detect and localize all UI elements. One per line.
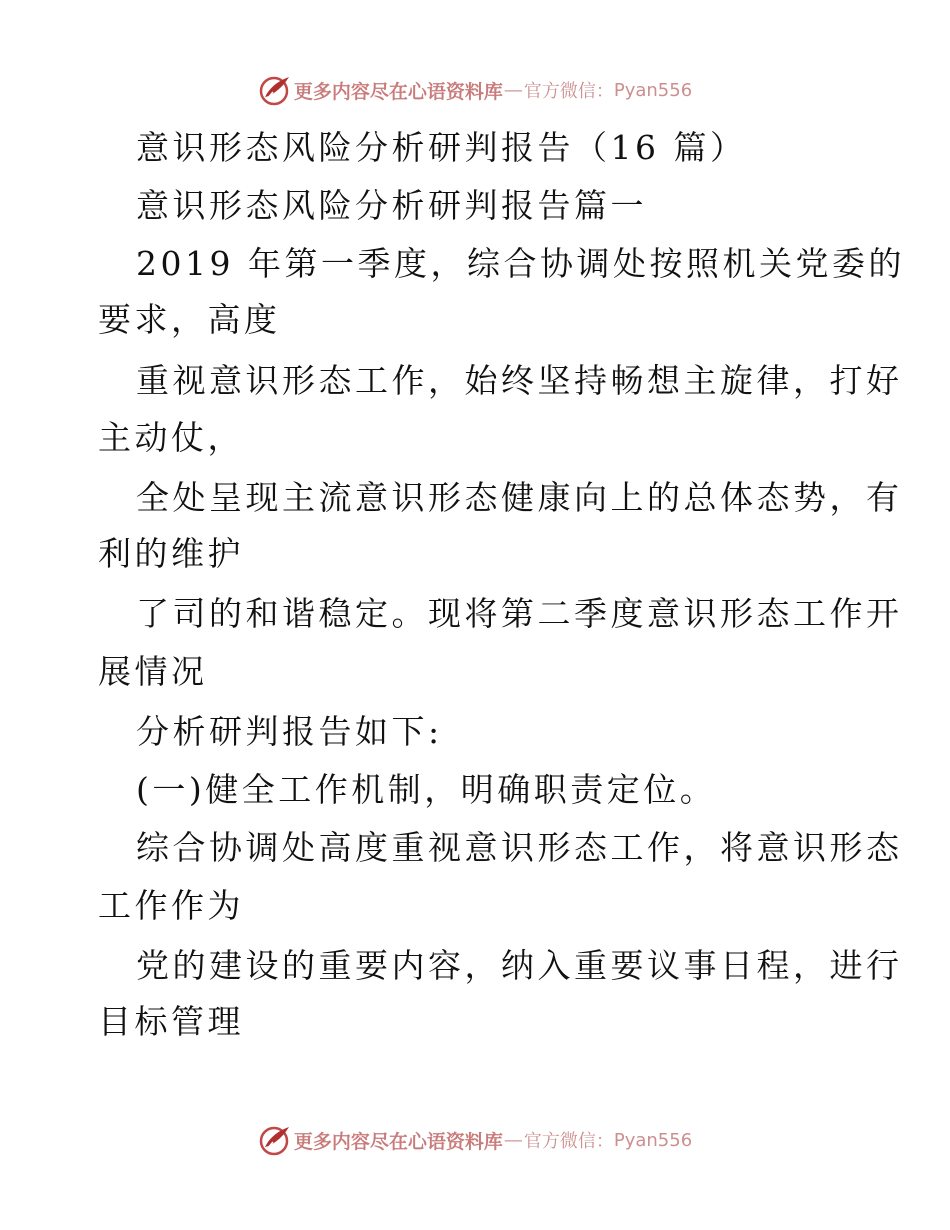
paragraph-line: 了司的和谐稳定。现将第二季度意识形态工作开 — [136, 594, 903, 633]
paragraph-line: 利的维护 — [98, 534, 244, 573]
watermark-site-text: 更多内容尽在心语资料库 — [293, 1130, 503, 1153]
watermark-site-text: 更多内容尽在心语资料库 — [293, 80, 503, 103]
subsection-heading: (一)健全工作机制，明确职责定位。 — [136, 770, 717, 809]
paragraph-line: 展情况 — [98, 652, 208, 691]
paragraph-line: 综合协调处高度重视意识形态工作，将意识形态 — [136, 828, 903, 867]
document-title: 意识形态风险分析研判报告（16 篇） — [136, 128, 747, 167]
watermark-wechat-id: Pyan556 — [613, 79, 693, 101]
watermark-wechat-id: Pyan556 — [613, 1129, 693, 1151]
paragraph-line: 分析研判报告如下: — [136, 712, 443, 751]
quill-pen-logo-icon — [258, 1123, 292, 1157]
section-heading: 意识形态风险分析研判报告篇一 — [136, 186, 647, 225]
watermark-wechat-label: 官方微信： — [523, 1131, 614, 1152]
watermark-dash: — — [503, 1129, 523, 1151]
paragraph-line: 全处呈现主流意识形态健康向上的总体态势，有 — [136, 478, 903, 517]
paragraph-line: 2019 年第一季度，综合协调处按照机关党委的 — [136, 244, 905, 283]
watermark-dash: — — [503, 79, 523, 101]
paragraph-line: 重视意识形态工作，始终坚持畅想主旋律，打好 — [136, 361, 903, 400]
footer-watermark — [0, 1122, 950, 1158]
paragraph-line: 党的建设的重要内容，纳入重要议事日程，进行 — [136, 946, 903, 985]
paragraph-line: 主动仗， — [98, 418, 244, 457]
quill-pen-logo-icon — [258, 73, 292, 107]
paragraph-line: 工作作为 — [98, 886, 244, 925]
watermark-wechat-label: 官方微信： — [523, 81, 614, 102]
paragraph-line: 目标管理 — [98, 1002, 244, 1041]
paragraph-line: 要求，高度 — [98, 300, 281, 339]
header-watermark — [0, 72, 950, 108]
